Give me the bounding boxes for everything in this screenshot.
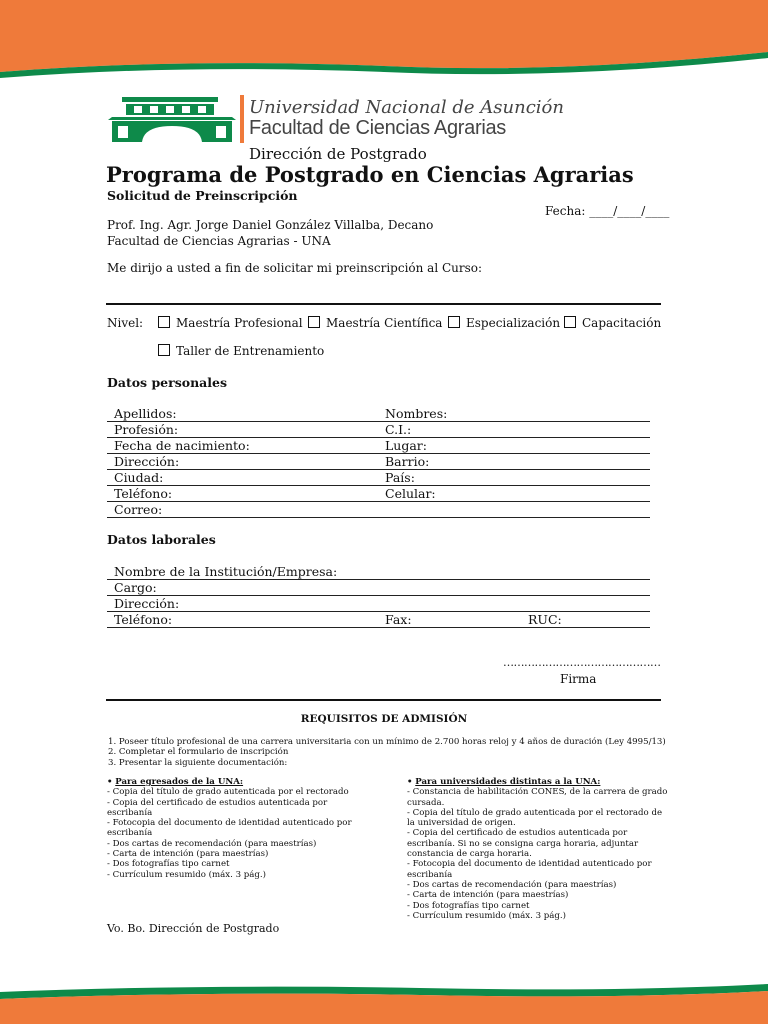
requirement-doc: - Carta de intención (para maestrías) [407, 890, 569, 901]
field-direccion[interactable]: Dirección: [114, 454, 180, 469]
field-ciudad[interactable]: Ciudad: [114, 470, 164, 485]
row-line [107, 501, 650, 502]
direction-name: Dirección de Postgrado [249, 145, 427, 163]
field-correo[interactable]: Correo: [114, 502, 163, 517]
requirement-doc: - Dos fotografías tipo carnet [407, 900, 530, 911]
field-fecha-nacimiento[interactable]: Fecha de nacimiento: [114, 438, 250, 453]
logo-divider [240, 95, 244, 143]
nivel-option-taller[interactable]: Taller de Entrenamiento [158, 344, 324, 358]
row-line [107, 627, 650, 628]
field-barrio[interactable]: Barrio: [385, 454, 430, 469]
requirement-doc: - Copia del certificado de estudios autenticada por [107, 797, 328, 808]
personal-heading: Datos personales [107, 375, 228, 390]
field-ci[interactable]: C.I.: [385, 422, 412, 437]
university-name: Universidad Nacional de Asunción [249, 97, 564, 118]
requirements-una [107, 777, 352, 880]
row-line [107, 517, 650, 518]
requirement-doc: - Currículum resumido (máx. 3 pág.) [407, 910, 567, 921]
date-field[interactable]: Fecha: ____/____/____ [545, 204, 670, 218]
requirement-doc: - Constancia de habilitación CONES, de la carrera de grado [407, 787, 668, 798]
requirements-other-title: • Para universidades distintas a la UNA: [407, 777, 601, 787]
addressee-name: Prof. Ing. Agr. Jorge Daniel González Villalba, Decano [107, 218, 434, 232]
requirement-item: 3. Presentar la siguiente documentación: [108, 757, 288, 768]
row-line [107, 453, 650, 454]
nivel-option-maestria-cientifica[interactable]: Maestría Científica [308, 316, 442, 330]
faculty-name: Facultad de Ciencias Agrarias [249, 117, 506, 139]
field-telefono-laboral[interactable]: Teléfono: [114, 612, 173, 627]
requirement-item: 2. Completar el formulario de inscripción [108, 747, 289, 758]
requirement-doc: escribanía [407, 869, 453, 880]
nivel-option-maestria-profesional[interactable]: Maestría Profesional [158, 316, 303, 330]
checkbox[interactable] [308, 316, 320, 328]
requirement-doc: - Dos cartas de recomendación (para maestrías) [107, 838, 317, 849]
row-line [107, 485, 650, 486]
field-ruc[interactable]: RUC: [528, 612, 562, 627]
nivel-label: Nivel: [107, 316, 144, 330]
requirement-doc: - Dos fotografías tipo carnet [107, 859, 230, 870]
signature-line[interactable]: ……………………………………… [503, 656, 661, 669]
requirement-doc: cursada. [407, 797, 445, 808]
requirement-doc: - Copia del título de grado autenticada por el rectorado de [407, 807, 663, 818]
requirement-item: 1. Poseer título profesional de una carrera universitaria con un mínimo de 2.700 horas reloj y 4 años de duración (Ley 4995/13) [108, 737, 666, 747]
requirements-other [407, 777, 667, 921]
requirement-doc: - Copia del certificado de estudios autenticada por [407, 828, 628, 839]
field-institucion[interactable]: Nombre de la Institución/Empresa: [114, 564, 338, 579]
requirement-doc: - Dos cartas de recomendación (para maestrías) [407, 879, 617, 890]
requirements-list [108, 737, 666, 768]
course-input-line[interactable] [106, 303, 661, 305]
requirement-doc: escribanía [107, 828, 153, 839]
header-banner [0, 0, 768, 90]
checkbox[interactable] [448, 316, 460, 328]
vobo-signature: Vo. Bo. Dirección de Postgrado [107, 922, 280, 935]
requirement-doc: - Carta de intención (para maestrías) [107, 849, 269, 860]
field-lugar[interactable]: Lugar: [385, 438, 427, 453]
requirement-doc: la universidad de origen. [407, 818, 516, 829]
requirements-una-title: • Para egresados de la UNA: [107, 777, 244, 787]
university-logo [106, 94, 238, 144]
requirement-doc: constancia de carga horaria. [407, 849, 532, 860]
requirement-doc: escribanía [107, 807, 153, 818]
checkbox[interactable] [564, 316, 576, 328]
footer-banner [0, 980, 768, 1024]
signature-label: Firma [560, 672, 597, 686]
field-direccion-laboral[interactable]: Dirección: [114, 596, 180, 611]
field-nombres[interactable]: Nombres: [385, 406, 448, 421]
nivel-option-capacitacion[interactable]: Capacitación [564, 316, 661, 330]
field-pais[interactable]: País: [385, 470, 415, 485]
field-celular[interactable]: Celular: [385, 486, 436, 501]
requirement-doc: escribanía. Si no se consigna carga horaria, adjuntar [407, 838, 639, 849]
requirements-heading: REQUISITOS DE ADMISIÓN [300, 713, 468, 725]
field-telefono[interactable]: Teléfono: [114, 486, 173, 501]
checkbox[interactable] [158, 316, 170, 328]
nivel-option-especializacion[interactable]: Especialización [448, 316, 560, 330]
form-subtitle: Solicitud de Preinscripción [107, 188, 298, 203]
requirement-doc: - Fotocopia del documento de identidad autenticado por [407, 859, 652, 870]
field-profesion[interactable]: Profesión: [114, 422, 179, 437]
requirement-doc: - Fotocopia del documento de identidad autenticado por [107, 818, 352, 829]
row-line [107, 579, 650, 580]
page-title: Programa de Postgrado en Ciencias Agrarias [106, 162, 634, 187]
checkbox[interactable] [158, 344, 170, 356]
row-line [107, 611, 650, 612]
row-line [107, 421, 650, 422]
field-cargo[interactable]: Cargo: [114, 580, 157, 595]
field-apellidos[interactable]: Apellidos: [114, 406, 177, 421]
row-line [107, 469, 650, 470]
section-divider [106, 699, 661, 701]
addressee-faculty: Facultad de Ciencias Agrarias - UNA [107, 234, 331, 248]
field-fax[interactable]: Fax: [385, 612, 412, 627]
intro-text: Me dirijo a usted a fin de solicitar mi preinscripción al Curso: [107, 261, 483, 275]
requirement-doc: - Copia del título de grado autenticada por el rectorado [107, 787, 349, 798]
row-line [107, 595, 650, 596]
requirement-doc: - Currículum resumido (máx. 3 pág.) [107, 869, 267, 880]
laboral-heading: Datos laborales [107, 532, 216, 547]
